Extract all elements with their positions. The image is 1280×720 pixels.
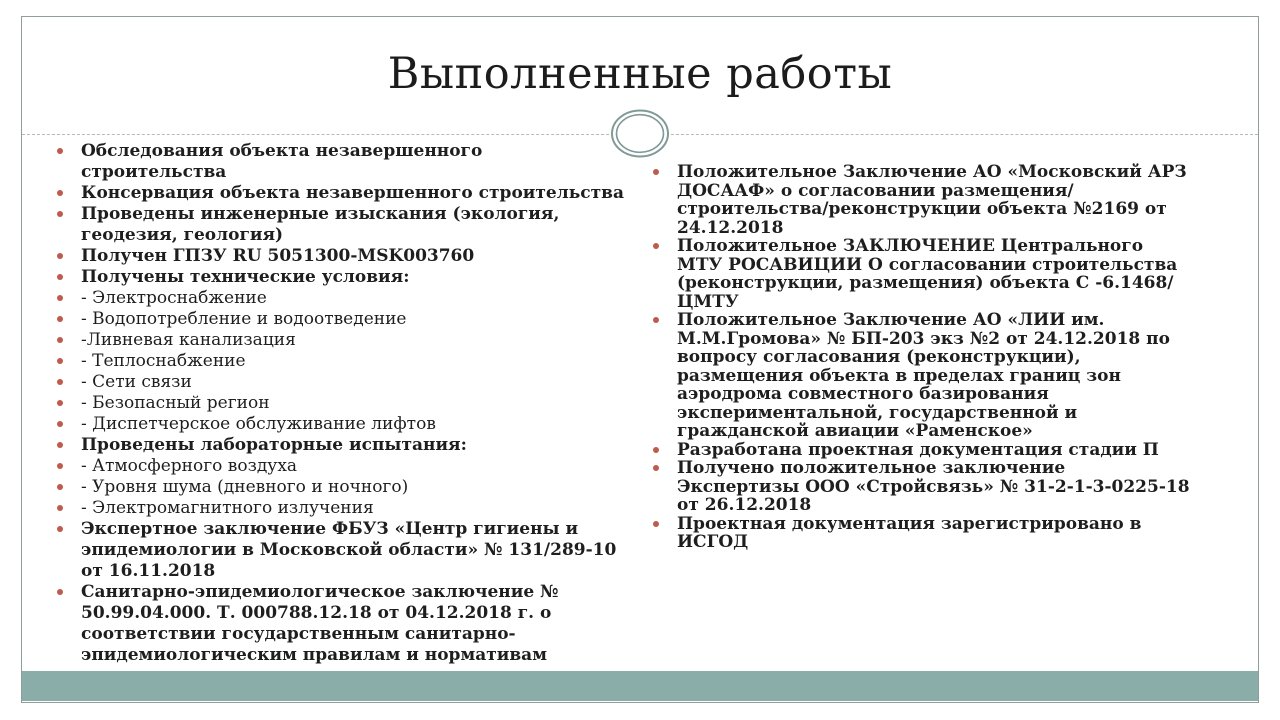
list-item [55,288,627,309]
bullet-icon [57,316,63,322]
list-item-text: - Атмосферного воздуха [81,456,298,476]
list-item [55,519,627,582]
list-item-text: Получен ГПЗУ RU 5051300-MSK003760 [81,246,475,266]
bullet-icon [653,447,659,453]
bullet-icon [57,463,63,469]
works-list-left [55,141,627,666]
list-item [55,456,627,477]
list-item [55,372,627,393]
bullet-icon [57,295,63,301]
bullet-icon [57,190,63,196]
list-item [55,246,627,267]
list-item-text: Положительное Заключение АО «Московский АРЗ ДОСААФ» о согласовании размещения/​строительства/​реконструкции объекта №2169 от 24.12.2018 [677,162,1187,238]
list-item-text: - Теплоснабжение [81,351,246,371]
list-item-text: - Сети связи [81,372,192,392]
list-item [651,163,1191,237]
list-item [55,267,627,288]
bullet-icon [57,274,63,280]
bullet-icon [57,505,63,511]
list-item-text: - Безопасный регион [81,393,270,413]
bullet-icon [57,421,63,427]
list-item-text: Проектная документация зарегистрировано в ИСГОД [677,513,1142,552]
list-item-text: -Ливневая канализация [81,330,296,350]
works-list-right [651,163,1191,552]
list-item [55,141,627,183]
list-item-text: Санитарно-эпидемиологическое заключение № 50.99.04.000. Т. 000788.12.18 от 04.12.2018 г. о соответствии государственным санитарно-эпидемиологическим правилам и нормативам [81,582,559,665]
list-item-text: - Диспетчерское обслуживание лифтов [81,414,436,434]
list-item-text: Положительное Заключение АО «ЛИИ им. М.М.Громова» № БП-203 экз №2 от 24.12.2018 по вопросу согласования (реконструкции), размещения объекта в пределах границ зон аэродрома совместного базирования экспериментальной, государственной и гражданской авиации «Раменское» [677,310,1170,441]
list-item-text: Проведены лабораторные испытания: [81,435,467,455]
list-item [55,414,627,435]
list-item [55,309,627,330]
bullet-icon [653,521,659,527]
list-item [55,351,627,372]
list-item [651,441,1191,460]
page-title: Выполненные работы [387,49,893,99]
bullet-icon [57,148,63,154]
list-item-text: Экспертное заключение ФБУЗ «Центр гигиены и эпидемиологии в Московской области» № 131/289-10 от 16.11.2018 [81,519,617,581]
list-item [55,204,627,246]
bullet-icon [57,358,63,364]
list-item [651,311,1191,441]
list-item-text: Разработана проектная документация стадии П [677,439,1159,460]
list-item [55,330,627,351]
bullet-icon [57,484,63,490]
list-item [651,515,1191,552]
list-item-text: Получено положительное заключение Экспертизы ООО «Стройсвязь» № 31-2-1-3-0225-18 от 26.12.2018 [677,458,1190,515]
slide-body [22,17,1258,702]
list-item [651,237,1191,311]
list-item-text: - Электромагнитного излучения [81,498,374,518]
list-item-text: Проведены инженерные изыскания (экология, геодезия, геология) [81,204,560,245]
bullet-icon [57,379,63,385]
bullet-icon [57,253,63,259]
list-item [55,435,627,456]
bullet-icon [653,317,659,323]
list-item [55,393,627,414]
bullet-icon [57,442,63,448]
list-item [55,582,627,666]
list-item-text: - Уровня шума (дневного и ночного) [81,477,409,497]
accent-bar [22,671,1258,701]
list-item-text: Консервация объекта незавершенного строительства [81,183,624,203]
bullet-icon [653,169,659,175]
list-item-text: Обследования объекта незавершенного строительства [81,141,483,182]
list-item [55,183,627,204]
bullet-icon [57,337,63,343]
bullet-icon [653,465,659,471]
list-item [651,459,1191,515]
list-item-text: Положительное ЗАКЛЮЧЕНИЕ Центрального МТУ РОСАВИЦИИ О согласовании строительства (реконструкции, размещения) объекта С -6.1468/ЦМТУ [677,236,1178,312]
bullet-icon [57,400,63,406]
list-item [55,498,627,519]
list-item [55,477,627,498]
slide-frame [21,16,1259,703]
bullet-icon [57,526,63,532]
list-item-text: Получены технические условия: [81,267,410,287]
bullet-icon [653,243,659,249]
bullet-icon [57,211,63,217]
list-item-text: - Водопотребление и водоотведение [81,309,407,329]
list-item-text: - Электроснабжение [81,288,267,308]
bullet-icon [57,589,63,595]
